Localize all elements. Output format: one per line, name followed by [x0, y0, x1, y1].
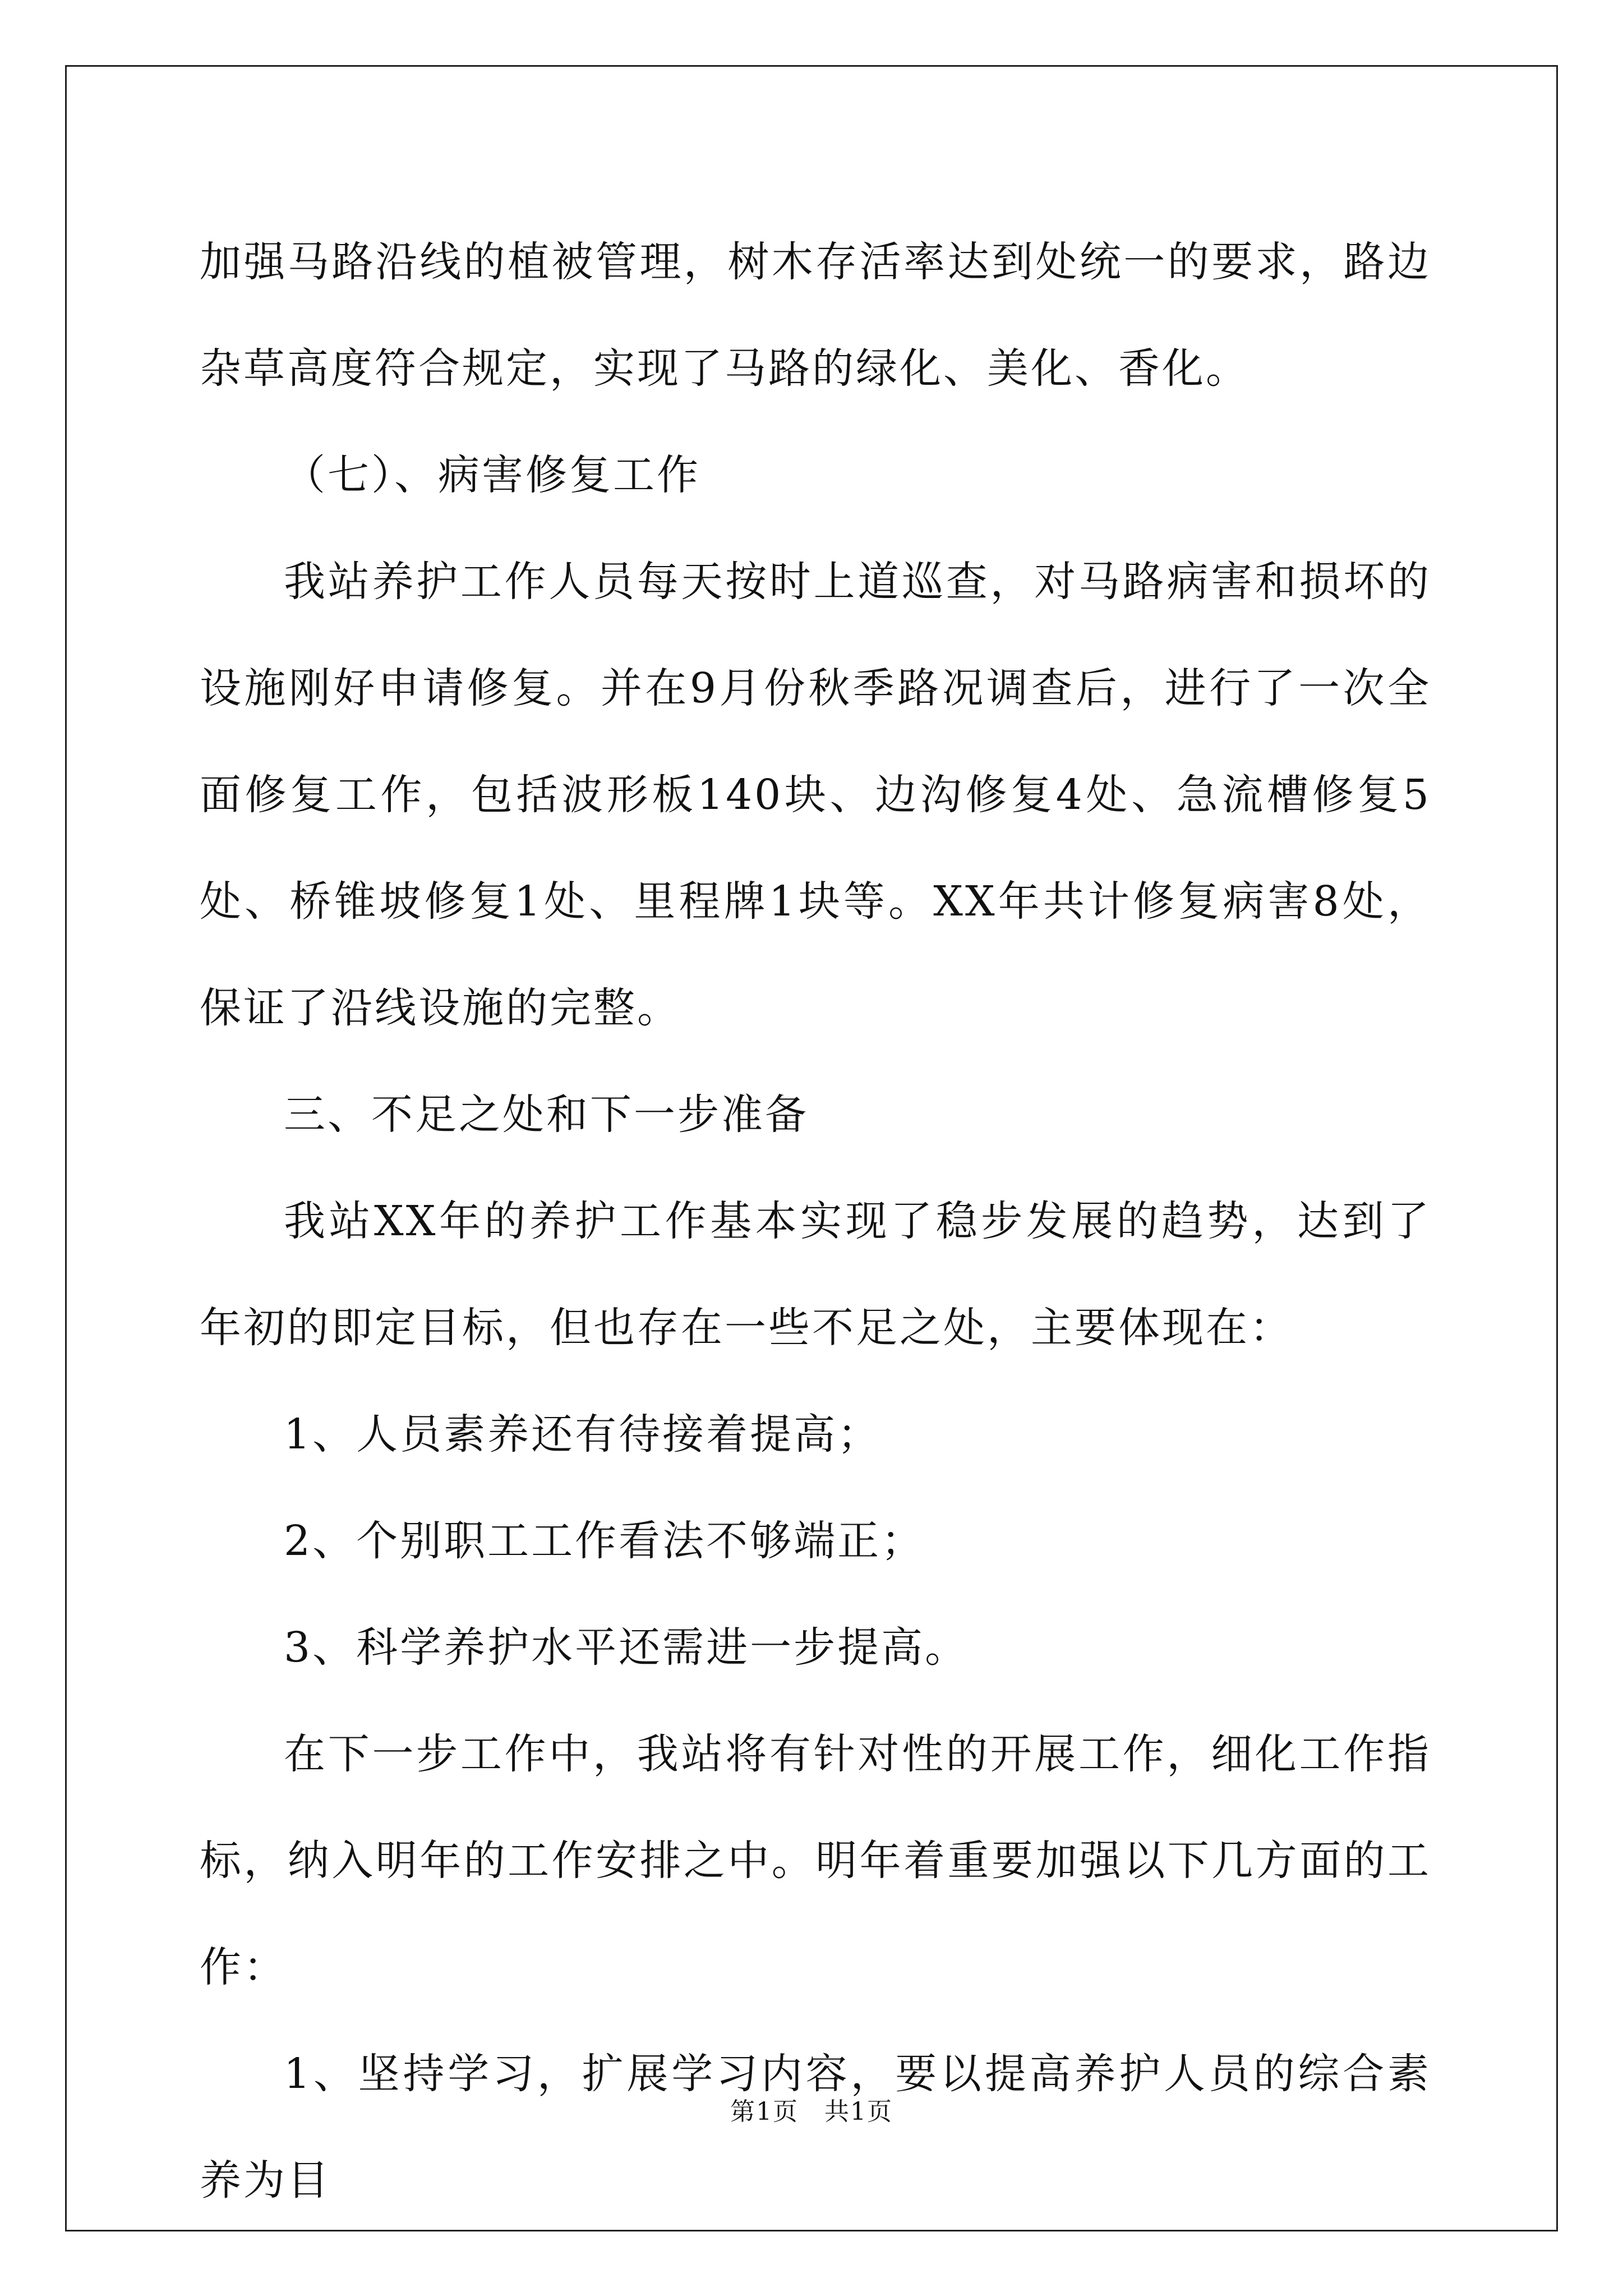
paragraph: 在下一步工作中，我站将有针对性的开展工作，细化工作指标，纳入明年的工作安排之中。明年着重要加强以下几方面的工作：: [200, 1730, 1431, 1991]
paragraph: 我站XX年的养护工作基本实现了稳步发展的趋势，达到了年初的即定目标，但也存在一些不足之处，主要体现在：: [200, 1197, 1431, 1352]
list-item: 1、坚持学习，扩展学习内容，要以提高养护人员的综合素养为目: [200, 2050, 1431, 2205]
paragraph: 我站养护工作人员每天按时上道巡查，对马路病害和损坏的设施刚好申请修复。并在9月份秋季路况调查后，进行了一次全面修复工作，包括波形板140块、边沟修复4处、急流槽修复5处、桥锥坡修复1处、里程牌1块等。XX年共计修复病害8处，保证了沿线设施的完整。: [200, 558, 1431, 1032]
document-body: [200, 209, 1431, 2234]
list-item: 2、个别职工工作看法不够端正；: [284, 1517, 925, 1565]
paragraph: 加强马路沿线的植被管理，树木存活率达到处统一的要求，路边杂草高度符合规定，实现了马路的绿化、美化、香化。: [200, 238, 1431, 393]
list-item: 1、人员素养还有待接着提高；: [284, 1410, 882, 1458]
section-heading: 三、不足之处和下一步准备: [284, 1091, 809, 1139]
page-footer: 第1页 共1页: [730, 2097, 893, 2126]
section-heading: （七）、病害修复工作: [284, 451, 700, 499]
list-item: 3、科学养护水平还需进一步提高。: [284, 1623, 969, 1672]
